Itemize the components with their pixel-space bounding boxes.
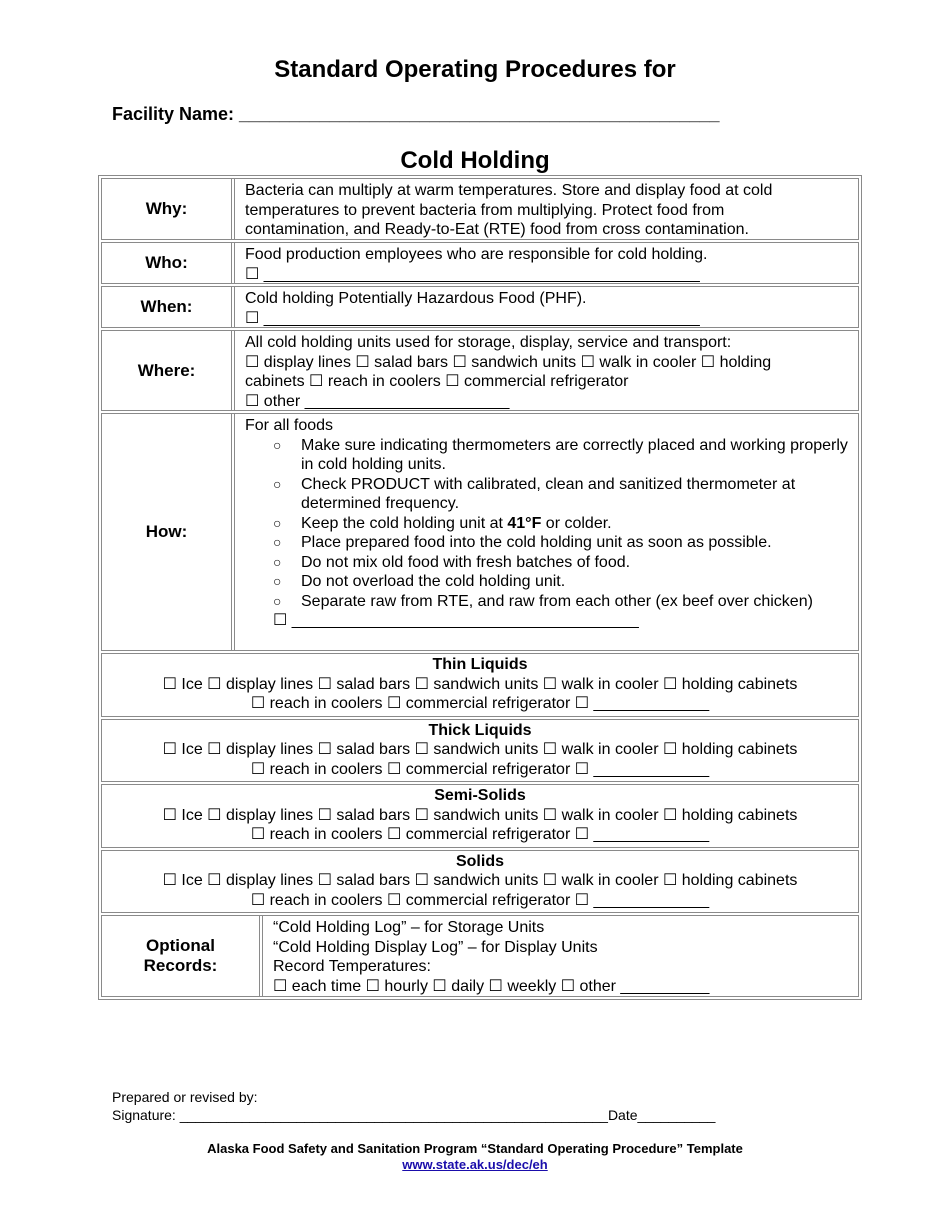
page-subtitle: Cold Holding [400, 147, 550, 174]
category-checkbox-line[interactable]: ☐ Ice ☐ display lines ☐ salad bars ☐ sandwich units ☐ walk in cooler ☐ holding cabinets [162, 872, 798, 889]
program-name: Alaska Food Safety and Sanitation Program “Standard Operating Procedure” Template [207, 1141, 743, 1156]
category-solids [101, 850, 859, 914]
records-line: Record Temperatures: [273, 958, 431, 975]
prepared-by-block [112, 1088, 715, 1124]
category-title: Thin Liquids [432, 656, 528, 673]
who-label: Who: [102, 243, 232, 283]
why-label: Why: [102, 179, 232, 239]
category-checkbox-line[interactable]: ☐ Ice ☐ display lines ☐ salad bars ☐ sandwich units ☐ walk in cooler ☐ holding cabinets [162, 741, 798, 758]
bullet-icon: ○ [273, 514, 282, 531]
row-why [101, 178, 859, 240]
category-checkbox-line[interactable]: ☐ reach in coolers ☐ commercial refrigerator ☐ _____________ [250, 695, 710, 712]
when-line: Cold holding Potentially Hazardous Food (PHF). [245, 290, 587, 307]
where-line: All cold holding units used for storage, display, service and transport: [245, 334, 732, 351]
records-content [262, 916, 858, 996]
records-line: “Cold Holding Display Log” – for Display Units [273, 938, 598, 956]
category-checkbox-line[interactable]: ☐ reach in coolers ☐ commercial refrigerator ☐ _____________ [250, 760, 710, 778]
who-content [234, 243, 858, 283]
signature-field[interactable]: Signature: _______________________________________________________Date__________ [112, 1107, 716, 1123]
category-title: Solids [455, 852, 504, 870]
category-checkbox-line[interactable]: ☐ reach in coolers ☐ commercial refrigerator ☐ _____________ [250, 826, 710, 843]
how-intro: For all foods [245, 417, 334, 434]
records-line: “Cold Holding Log” – for Storage Units [273, 919, 545, 936]
how-item: ○ Separate raw from RTE, and raw from each other (ex beef over chicken) [273, 592, 813, 610]
how-blank-checkbox[interactable]: ☐ _______________________________________ [273, 612, 639, 629]
category-thick-liquids [101, 719, 859, 783]
bullet-icon: ○ [273, 573, 282, 589]
sop-table [98, 175, 862, 1000]
how-label: How: [102, 414, 232, 650]
when-blank-checkbox[interactable]: ☐ _________________________________________________ [245, 309, 700, 327]
category-semi-solids [101, 784, 859, 848]
how-item: ○ Check PRODUCT with calibrated, clean and sanitized thermometer at determined frequency. [273, 475, 796, 512]
bullet-icon: ○ [273, 592, 282, 609]
how-item: ○ Do not mix old food with fresh batches of food. [273, 553, 631, 571]
category-checkbox-line[interactable]: ☐ reach in coolers ☐ commercial refrigerator ☐ _____________ [250, 891, 710, 909]
where-checkbox-line[interactable]: ☐ display lines ☐ salad bars ☐ sandwich units ☐ walk in cooler ☐ holding [245, 353, 772, 371]
program-link[interactable]: www.state.ak.us/dec/eh [402, 1157, 548, 1172]
category-checkbox-line[interactable]: ☐ Ice ☐ display lines ☐ salad bars ☐ sandwich units ☐ walk in cooler ☐ holding cabinets [162, 675, 798, 693]
prepared-label: Prepared or revised by: [112, 1089, 258, 1105]
row-how [101, 413, 859, 651]
facility-name-field[interactable]: Facility Name: ________________________________________________ [112, 104, 720, 124]
bullet-icon: ○ [273, 534, 282, 550]
bullet-icon: ○ [273, 436, 282, 453]
how-item: ○ Make sure indicating thermometers are correctly placed and working properly in cold holding units. [273, 436, 848, 473]
category-title: Thick Liquids [428, 721, 532, 739]
who-line: Food production employees who are responsible for cold holding. [245, 246, 708, 263]
row-who [101, 242, 859, 284]
why-line: Bacteria can multiply at warm temperatures. Store and display food at cold [245, 182, 773, 199]
how-item: ○ Keep the cold holding unit at 41°F or colder. [273, 514, 612, 532]
where-checkbox-line[interactable]: cabinets ☐ reach in coolers ☐ commercial refrigerator [245, 373, 629, 390]
how-item: ○ Do not overload the cold holding unit. [273, 573, 566, 590]
where-content [234, 331, 858, 410]
bullet-icon: ○ [273, 475, 282, 492]
program-footer [0, 1141, 950, 1173]
bullet-icon: ○ [273, 553, 282, 570]
page-title: Standard Operating Procedures for [274, 56, 676, 83]
row-when [101, 286, 859, 328]
row-optional-records [101, 915, 859, 997]
where-label: Where: [102, 331, 232, 410]
when-label: When: [102, 287, 232, 327]
records-checkbox-line[interactable]: ☐ each time ☐ hourly ☐ daily ☐ weekly ☐ other __________ [273, 977, 710, 995]
why-line: contamination, and Ready-to-Eat (RTE) food from cross contamination. [245, 221, 749, 238]
how-list [245, 436, 850, 612]
when-content [234, 287, 858, 327]
where-checkbox-line[interactable]: ☐ other _______________________ [245, 392, 510, 410]
category-thin-liquids [101, 653, 859, 717]
how-item: ○ Place prepared food into the cold holding unit as soon as possible. [273, 534, 772, 551]
row-where [101, 330, 859, 411]
who-blank-checkbox[interactable]: ☐ _________________________________________________ [245, 265, 700, 283]
category-title: Semi-Solids [434, 787, 526, 804]
why-content [234, 179, 858, 239]
why-line: temperatures to prevent bacteria from multiplying. Protect food from [245, 201, 725, 219]
how-content [234, 414, 858, 650]
records-label: Optional Records: [102, 916, 260, 996]
temperature-value: 41°F [507, 514, 542, 532]
category-checkbox-line[interactable]: ☐ Ice ☐ display lines ☐ salad bars ☐ sandwich units ☐ walk in cooler ☐ holding cabinets [162, 806, 798, 824]
